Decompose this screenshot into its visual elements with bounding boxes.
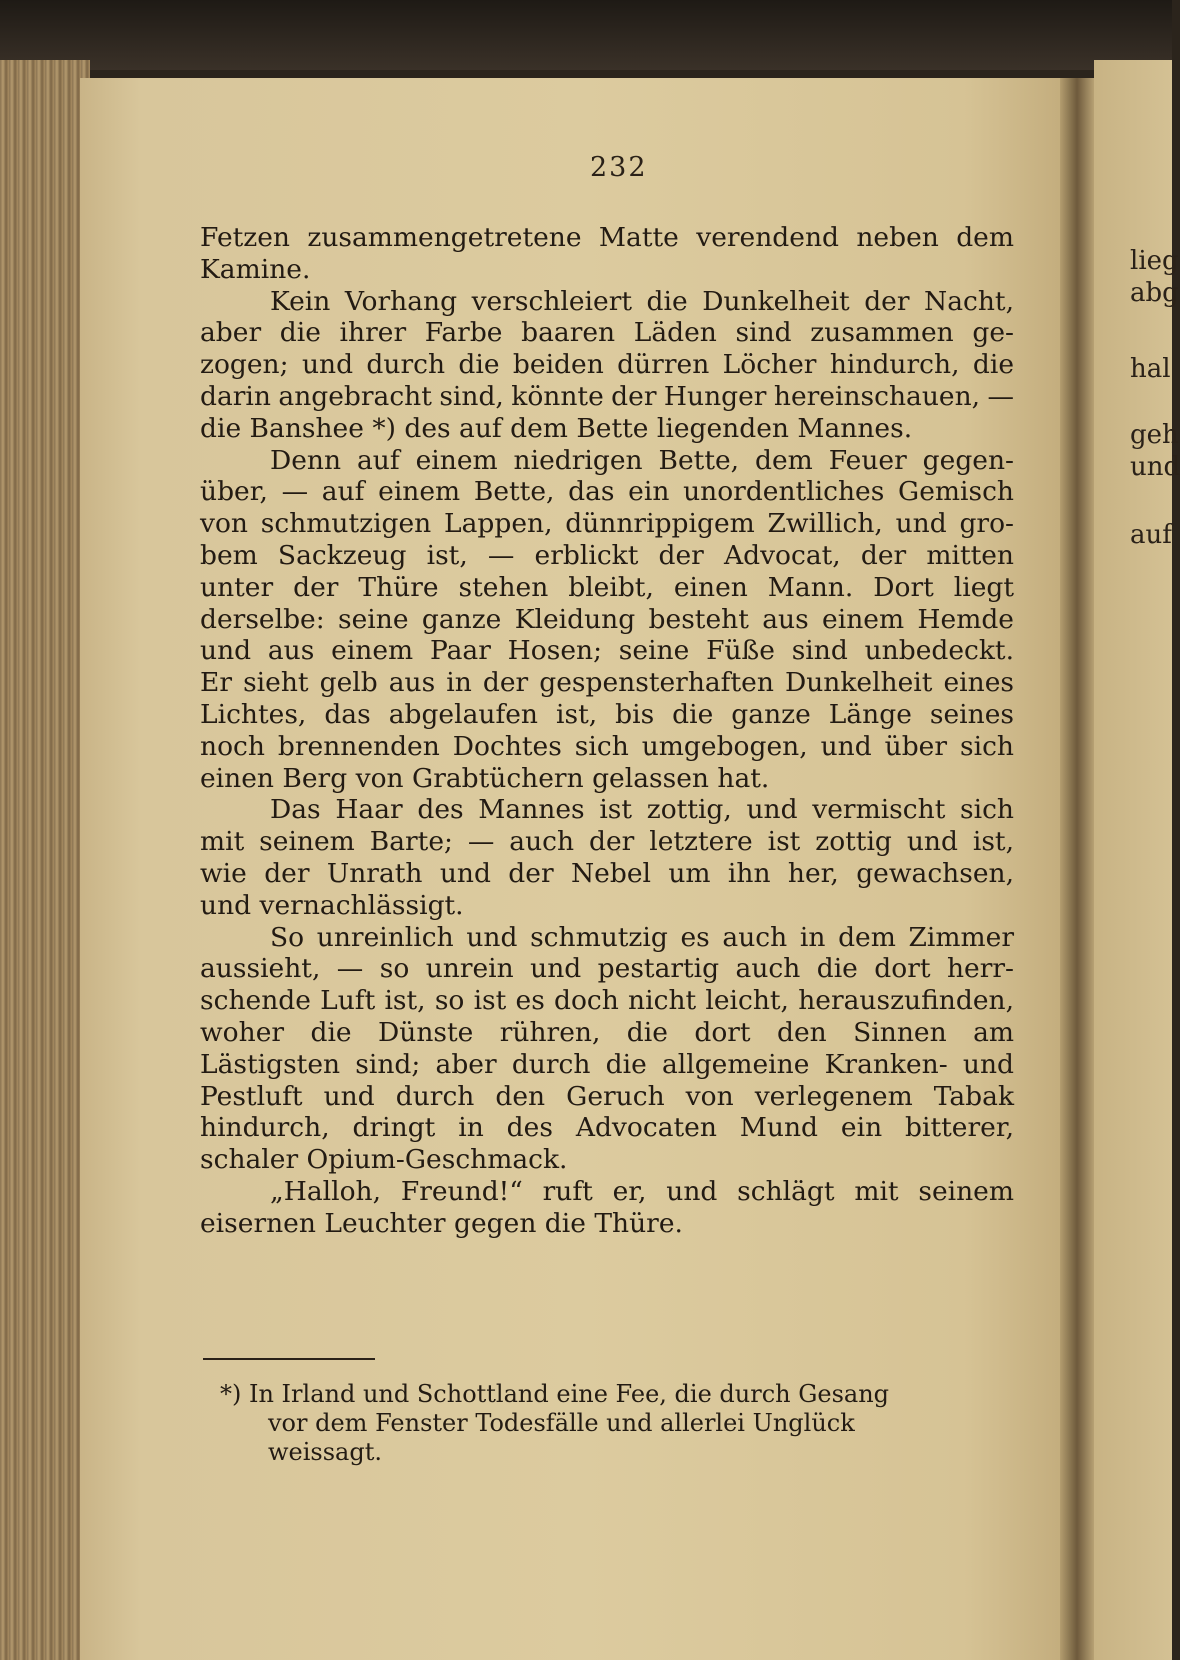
text-line: unter der Thüre stehen bleibt, einen Mann. Dort liegt — [200, 571, 1014, 603]
text-line: „Halloh, Freund!“ ruft er, und schlägt mit seinem — [270, 1175, 1014, 1207]
text-line: Kamine. — [200, 253, 311, 285]
text-line: aussieht, — so unrein und pestartig auch die dort herr- — [200, 953, 1014, 985]
text-line: eisernen Leuchter gegen die Thüre. — [200, 1207, 683, 1239]
text-line: zogen; und durch die beiden dürren Löcher hindurch, die — [200, 349, 1014, 381]
footnote-rule — [203, 1358, 375, 1360]
next-page-fragment: auf — [1130, 520, 1172, 550]
text-line: die Banshee *) des auf dem Bette liegenden Mannes. — [200, 412, 913, 444]
footnote-line: *) In Irland und Schottland eine Fee, die durch Gesang — [220, 1380, 890, 1408]
text-line: von schmutzigen Lappen, dünnrippigem Zwillich, und gro- — [200, 508, 1014, 540]
text-line: über, — auf einem Bette, das ein unordentliches Gemisch — [200, 476, 1014, 508]
text-line: und aus einem Paar Hosen; seine Füße sind unbedeckt. — [200, 635, 1014, 667]
text-line: Er sieht gelb aus in der gespensterhaften Dunkelheit eines — [200, 667, 1014, 699]
text-line: aber die ihrer Farbe baaren Läden sind zusammen ge- — [200, 317, 1014, 349]
footnote — [220, 1380, 1010, 1467]
text-line: Lichtes, das abgelaufen ist, bis die ganze Länge seines — [200, 698, 1014, 730]
left-page-edges — [0, 60, 90, 1660]
next-page-fragment: hal — [1130, 354, 1171, 384]
text-line: bem Sackzeug ist, — erblickt der Advocat, der mitten — [200, 539, 1014, 571]
text-line: noch brennenden Dochtes sich umgebogen, und über sich — [200, 730, 1014, 762]
text-line: Lästigsten sind; aber durch die allgemeine Kranken- und — [200, 1048, 1014, 1080]
next-page-fragment: lieg — [1130, 246, 1179, 276]
text-line: mit seinem Barte; — auch der letztere ist zottig und ist, — [200, 826, 1014, 858]
next-page-fragment: abg — [1130, 278, 1179, 308]
top-shadow — [0, 0, 1172, 70]
text-line: einen Berg von Grabtüchern gelassen hat. — [200, 762, 770, 794]
book-gutter — [1060, 78, 1094, 1660]
next-page-edge — [1094, 60, 1180, 1660]
text-line: und vernachlässigt. — [200, 889, 464, 921]
text-line: Das Haar des Mannes ist zottig, und vermischt sich — [270, 794, 1014, 826]
text-line: woher die Dünste rühren, die dort den Sinnen am — [200, 1016, 1014, 1048]
page-number: 232 — [590, 152, 648, 183]
text-line: Pestluft und durch den Geruch von verlegenem Tabak — [200, 1080, 1014, 1112]
text-line: darin angebracht sind, könnte der Hunger hereinschauen, — — [200, 380, 1015, 412]
footnote-line: weissagt. — [268, 1438, 382, 1466]
text-line: Kein Vorhang verschleiert die Dunkelheit der Nacht, — [270, 285, 1014, 317]
text-line: So unreinlich und schmutzig es auch in dem Zimmer — [270, 921, 1014, 953]
text-line: schende Luft ist, so ist es doch nicht leicht, herauszufinden, — [200, 985, 1014, 1017]
text-line: wie der Unrath und der Nebel um ihn her, gewachsen, — [200, 857, 1014, 889]
body-text — [200, 222, 1014, 1240]
next-page-fragment: geh — [1130, 420, 1179, 450]
next-page-fragment: und — [1130, 452, 1180, 482]
text-line: Denn auf einem niedrigen Bette, dem Feuer gegen- — [270, 444, 1014, 476]
text-line: Fetzen zusammengetretene Matte verendend neben dem — [200, 222, 1014, 253]
text-line: hindurch, dringt in des Advocaten Mund ein bitterer, — [200, 1112, 1014, 1144]
text-line: schaler Opium-Geschmack. — [200, 1144, 568, 1176]
text-line: derselbe: seine ganze Kleidung besteht aus einem Hemde — [200, 603, 1014, 635]
footnote-line: vor dem Fenster Todesfälle und allerlei Unglück — [268, 1409, 855, 1437]
